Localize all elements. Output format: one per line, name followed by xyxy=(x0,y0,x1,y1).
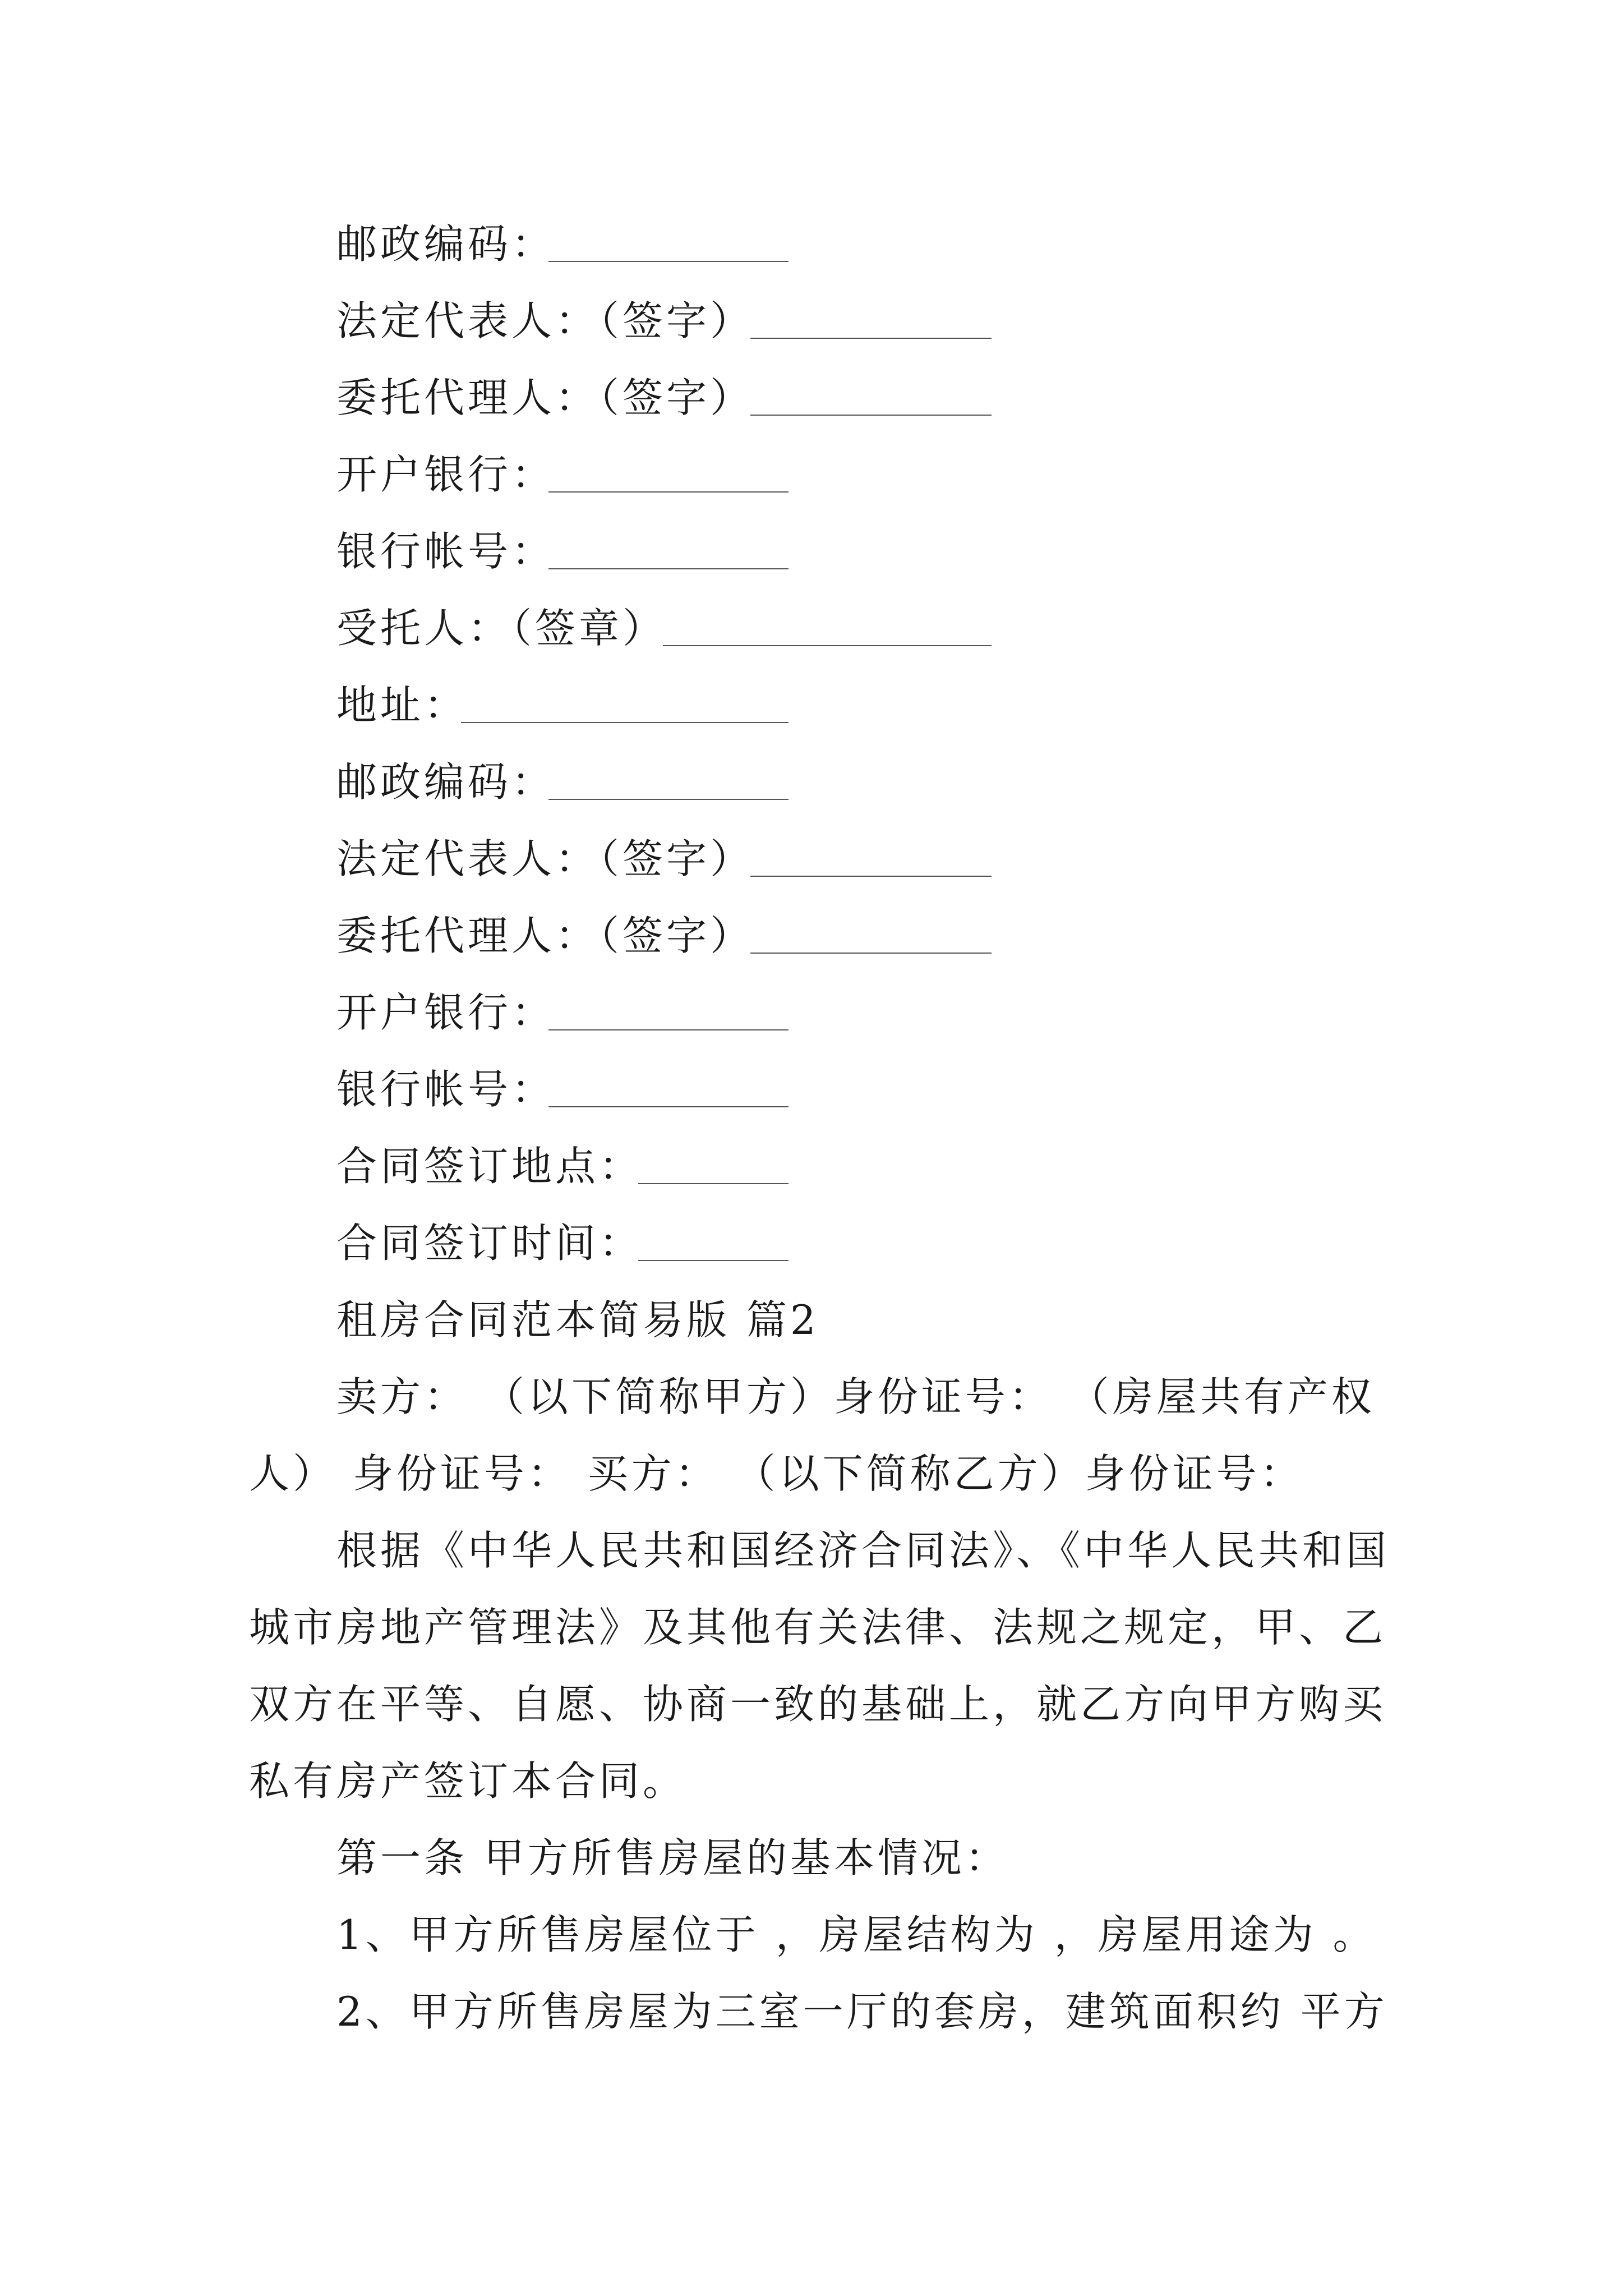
signature-blank-line xyxy=(548,1106,789,1107)
field-label: 法定代表人：（签字） xyxy=(336,297,754,344)
field-address xyxy=(336,677,468,733)
section-title: 租房合同范本简易版 篇2 xyxy=(336,1296,819,1343)
signature-blank-line xyxy=(663,645,992,646)
field-label: 合同签订时间： xyxy=(336,1220,643,1267)
signature-blank-line xyxy=(548,1029,789,1030)
field-legal-rep xyxy=(336,293,754,349)
field-label: 地址： xyxy=(336,682,468,729)
field-agent xyxy=(336,370,754,426)
field-label: 合同签订地点： xyxy=(336,1143,643,1190)
field-label: 法定代表人：（签字） xyxy=(336,835,754,882)
parties-line: 卖方： （以下简称甲方）身份证号： （房屋共有产权 xyxy=(336,1373,1375,1420)
field-label: 邮政编码： xyxy=(336,758,556,806)
field-postcode xyxy=(336,216,555,272)
article-heading: 第一条 甲方所售房屋的基本情况： xyxy=(336,1834,1009,1881)
signature-blank-line xyxy=(638,1183,789,1184)
field-label: 开户银行： xyxy=(336,451,556,498)
field-label: 委托代理人：（签字） xyxy=(336,374,754,421)
signature-blank-line xyxy=(548,261,789,262)
field-label: 受托人：（签章） xyxy=(336,605,667,652)
preamble-line: 双方在平等、自愿、协商一致的基础上，就乙方向甲方购买 xyxy=(249,1681,1387,1728)
field-account xyxy=(336,1061,555,1117)
signature-blank-line xyxy=(548,491,789,493)
field-label: 开户银行： xyxy=(336,989,556,1036)
field-postcode xyxy=(336,754,555,810)
preamble-line: 私有房产签订本合同。 xyxy=(249,1757,687,1805)
signature-blank-line xyxy=(750,415,992,416)
article-clause: 2、甲方所售房屋为三室一厅的套房，建筑面积约 平方 xyxy=(336,1988,1388,2035)
field-bank xyxy=(336,447,555,503)
field-label: 委托代理人：（签字） xyxy=(336,912,754,959)
preamble-line: 根据《中华人民共和国经济合同法》、《中华人民共和国 xyxy=(336,1527,1390,1574)
field-account xyxy=(336,523,555,579)
signature-blank-line xyxy=(750,338,992,339)
field-sign-time xyxy=(336,1215,643,1271)
signature-blank-line xyxy=(750,876,992,877)
field-label: 银行帐号： xyxy=(336,1066,556,1113)
signature-blank-line xyxy=(638,1260,789,1261)
field-agent xyxy=(336,908,754,964)
signature-blank-line xyxy=(548,799,789,800)
signature-blank-line xyxy=(461,722,789,723)
signature-blank-line xyxy=(750,953,992,954)
parties-line: 人） 身份证号： 买方： （以下简称乙方）身份证号： xyxy=(249,1450,1304,1497)
field-trustee xyxy=(336,600,666,656)
field-label: 邮政编码： xyxy=(336,220,556,268)
signature-blank-line xyxy=(548,568,789,569)
field-legal-rep xyxy=(336,831,754,887)
field-bank xyxy=(336,984,555,1041)
article-clause: 1、甲方所售房屋位于 ，房屋结构为 ，房屋用途为 。 xyxy=(336,1911,1377,1958)
preamble-line: 城市房地产管理法》及其他有关法律、法规之规定，甲、乙 xyxy=(249,1604,1387,1651)
field-sign-place xyxy=(336,1138,643,1194)
field-label: 银行帐号： xyxy=(336,528,556,575)
